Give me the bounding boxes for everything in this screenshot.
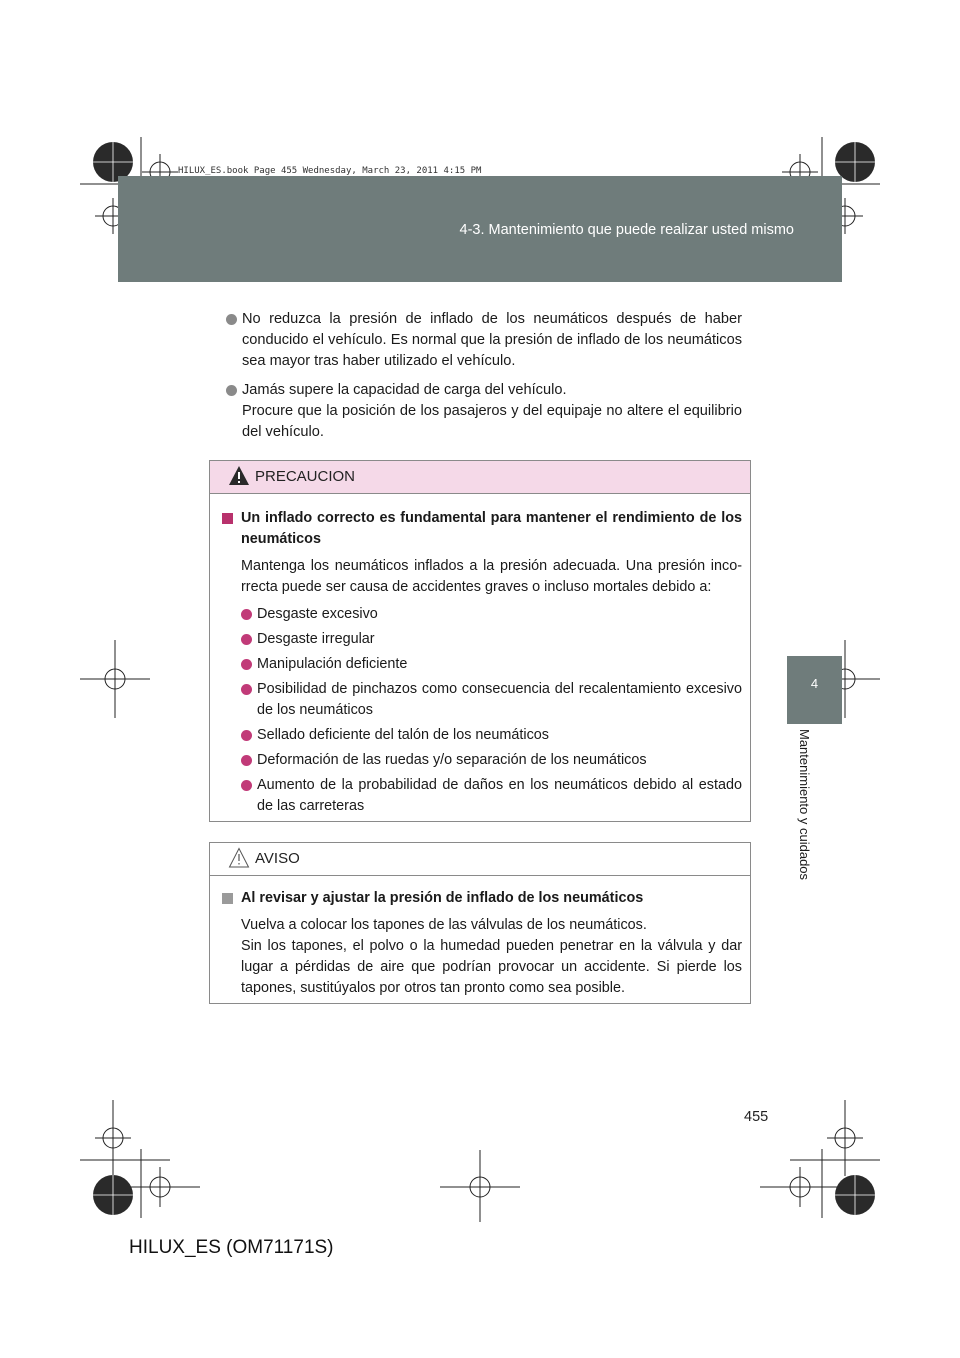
warning-icon	[228, 465, 250, 487]
list-item: Manipulación deficiente	[220, 654, 742, 675]
footer-code: HILUX_ES (OM71171S)	[129, 1237, 334, 1258]
bullet-icon	[241, 659, 252, 670]
book-stamp: HILUX_ES.book Page 455 Wednesday, March 23, 2011 4:15 PM	[178, 166, 482, 176]
chapter-number: 4	[810, 676, 819, 691]
square-bullet-icon	[222, 893, 233, 904]
list-item: Desgaste irregular	[220, 629, 742, 650]
notice-icon	[228, 847, 250, 869]
bullet-icon	[241, 684, 252, 695]
list-item: Jamás supere la capacidad de carga del vehículo. Procure que la posición de los pasajeros y del equipaje no altere el equilibrio del vehículo.	[226, 380, 742, 443]
notice-label: AVISO	[255, 850, 300, 867]
list-item: Aumento de la probabilidad de daños en los neumáticos debido al estado de las carreteras	[220, 775, 742, 817]
bullet-icon	[226, 385, 237, 396]
notice-paragraph: Vuelva a colocar los tapones de las válvulas de los neumáticos. Sin los tapones, el polvo o la humedad pueden penetrar en la válvula y dar lugar a pérdidas de aire que podrían provocar un accidente. Si pierde los tapones, sustitúyalos por otros tan pronto como sea posible.	[241, 917, 742, 996]
chapter-label: Mantenimiento y cuidados	[797, 729, 812, 881]
bullet-icon	[241, 780, 252, 791]
caution-header	[210, 461, 750, 494]
bullet-icon	[241, 755, 252, 766]
list-item: No reduzca la presión de inflado de los neumáticos después de haber conducido el vehículo. Es normal que la presión de inflado de los neumáticos sea mayor tras haber utilizado el vehículo.	[226, 309, 742, 372]
bullet-icon	[241, 730, 252, 741]
caution-label: PRECAUCION	[255, 468, 356, 485]
bullet-icon	[241, 609, 252, 620]
notice-box	[209, 842, 751, 1004]
list-item: Posibilidad de pinchazos como consecuencia del recalentamiento excesivo de los neumáticos	[220, 679, 742, 721]
page-number: 455	[744, 1109, 769, 1125]
caution-heading: Un inflado correcto es fundamental para mantener el rendimiento de los neumáticos	[220, 508, 742, 550]
section-title: 4-3. Mantenimiento que puede realizar usted mismo	[459, 222, 794, 238]
caution-box	[209, 460, 751, 822]
bullet-icon	[226, 314, 237, 325]
caution-list	[220, 604, 742, 817]
intro-bullet-list	[226, 309, 742, 451]
list-item: Deformación de las ruedas y/o separación de los neumáticos	[220, 750, 742, 771]
list-item: Desgaste excesivo	[220, 604, 742, 625]
list-item: Sellado deficiente del talón de los neumáticos	[220, 725, 742, 746]
notice-header	[210, 843, 750, 876]
square-bullet-icon	[222, 513, 233, 524]
bullet-icon	[241, 634, 252, 645]
caution-paragraph: Mantenga los neumáticos inflados a la presión adecuada. Una presión incorrecta puede ser causa de accidentes graves o incluso mortales debido a:	[241, 558, 742, 595]
notice-heading: Al revisar y ajustar la presión de inflado de los neumáticos	[220, 888, 742, 909]
